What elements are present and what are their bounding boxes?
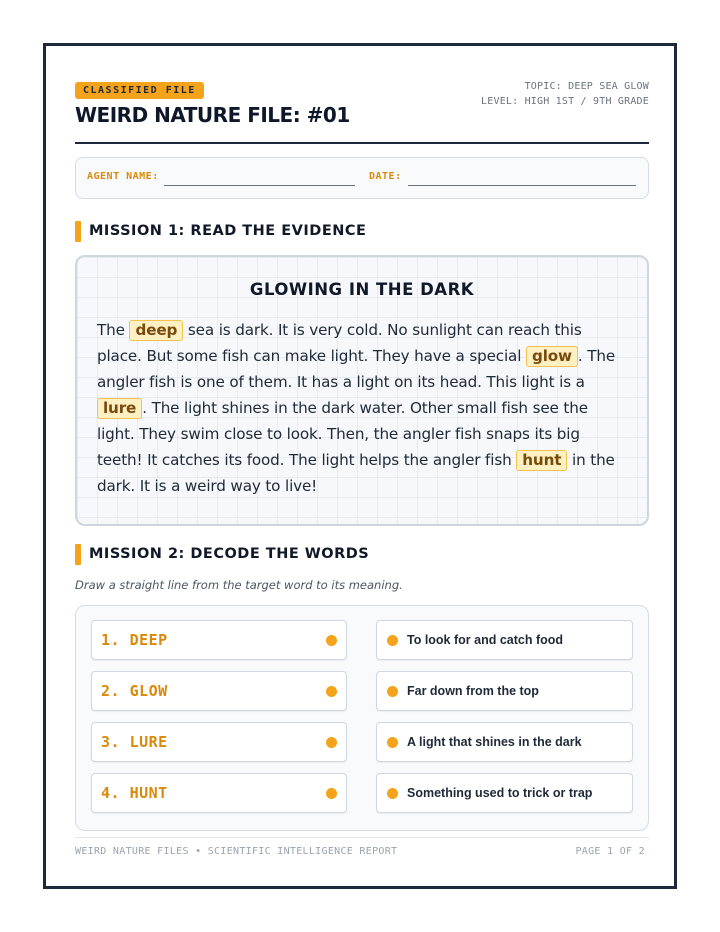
page-number: PAGE 1 OF 2 <box>575 846 645 857</box>
topic-label: TOPIC: DEEP SEA GLOW <box>524 81 649 92</box>
word-connector-dot[interactable] <box>326 686 337 697</box>
word-connector-dot[interactable] <box>326 788 337 799</box>
definition-card <box>376 671 633 711</box>
footer-divider <box>75 837 649 838</box>
mission-1-title: MISSION 1: READ THE EVIDENCE <box>89 223 367 239</box>
definition-card <box>376 773 633 813</box>
definition-connector-dot[interactable] <box>387 788 398 799</box>
worksheet-page <box>43 43 677 889</box>
passage-segment: in the dark. It is a weird way to live! <box>97 451 615 495</box>
definition-connector-dot[interactable] <box>387 737 398 748</box>
passage-segment: . The angler fish is one of them. It has a light on its head. This light is a <box>97 347 616 391</box>
definition-text: To look for and catch food <box>407 633 564 647</box>
highlight-word-lure: lure <box>97 398 142 419</box>
date-label: DATE: <box>369 171 402 182</box>
definition-card <box>376 722 633 762</box>
classified-badge: CLASSIFIED FILE <box>75 82 204 99</box>
date-field[interactable] <box>408 185 636 186</box>
target-word: 2. GLOW <box>101 682 168 700</box>
evidence-passage-box <box>75 255 649 526</box>
word-card-lure <box>91 722 347 762</box>
header-divider <box>75 142 649 144</box>
passage-title: GLOWING IN THE DARK <box>249 280 475 299</box>
definition-text: A light that shines in the dark <box>407 735 582 749</box>
mission-2-accent-bar <box>75 544 81 565</box>
definition-connector-dot[interactable] <box>387 686 398 697</box>
level-label: LEVEL: HIGH 1ST / 9TH GRADE <box>481 96 649 107</box>
word-connector-dot[interactable] <box>326 737 337 748</box>
matching-instruction: Draw a straight line from the target word to its meaning. <box>75 578 403 592</box>
header <box>75 79 649 145</box>
word-card-deep <box>91 620 347 660</box>
file-meta <box>481 79 649 109</box>
passage-segment: sea is dark. It is very cold. No sunlight can reach this place. But some fish can make light. They have a special <box>97 321 582 365</box>
footer-series: WEIRD NATURE FILES • SCIENTIFIC INTELLIGENCE REPORT <box>75 846 398 857</box>
matching-exercise <box>75 605 649 831</box>
word-card-glow <box>91 671 347 711</box>
passage-segment: . The light shines in the dark water. Other small fish see the light. They swim close to look. Then, the angler fish snaps its big teeth! It catches its food. The light helps the angler fish <box>97 399 588 469</box>
word-card-hunt <box>91 773 347 813</box>
definition-card <box>376 620 633 660</box>
definition-connector-dot[interactable] <box>387 635 398 646</box>
highlight-word-glow: glow <box>526 346 578 367</box>
highlight-word-deep: deep <box>129 320 183 341</box>
target-word: 4. HUNT <box>101 784 168 802</box>
target-word: 1. DEEP <box>101 631 168 649</box>
mission-2-title: MISSION 2: DECODE THE WORDS <box>89 546 370 562</box>
passage-segment: The <box>97 321 130 339</box>
agent-name-field[interactable] <box>164 185 355 186</box>
agent-info-box <box>75 157 649 199</box>
word-connector-dot[interactable] <box>326 635 337 646</box>
mission-1-accent-bar <box>75 221 81 242</box>
definition-text: Far down from the top <box>407 684 539 698</box>
target-word: 3. LURE <box>101 733 168 751</box>
page-title: WEIRD NATURE FILE: #01 <box>75 103 350 127</box>
definition-text: Something used to trick or trap <box>407 786 593 800</box>
passage-text <box>97 317 627 499</box>
highlight-word-hunt: hunt <box>516 450 567 471</box>
agent-name-label: AGENT NAME: <box>87 171 159 182</box>
